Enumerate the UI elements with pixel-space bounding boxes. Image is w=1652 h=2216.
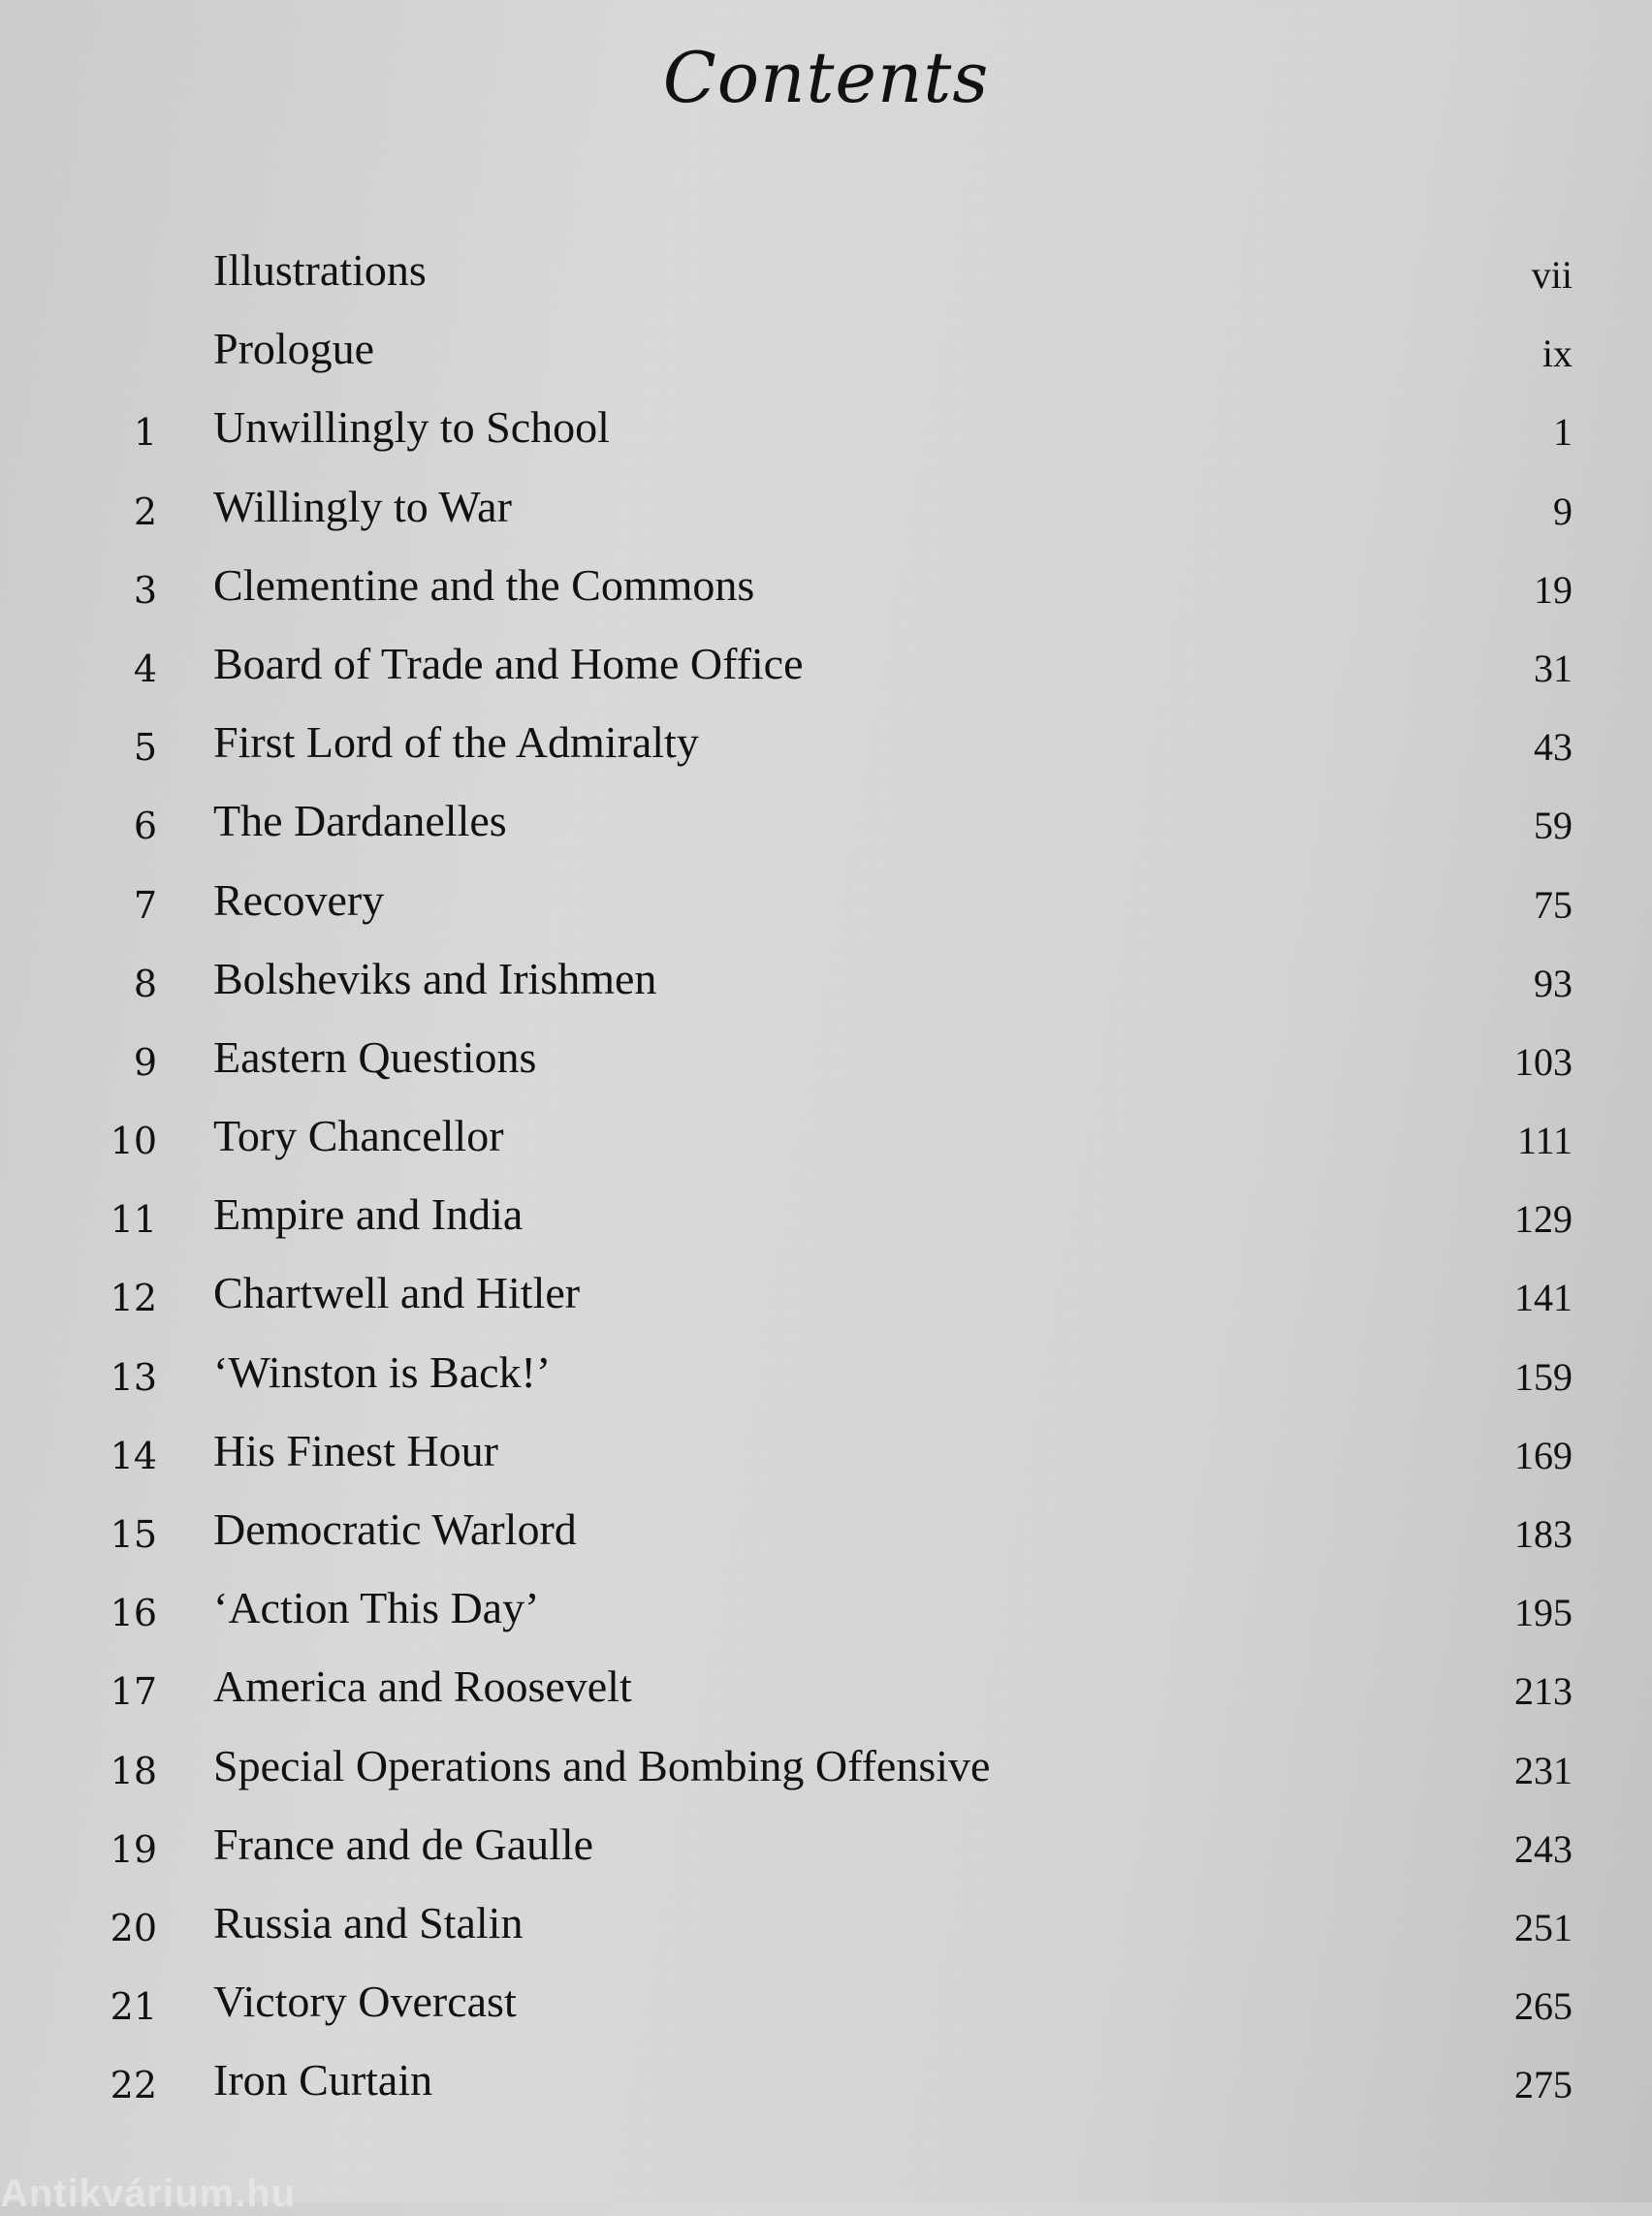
page-number: 213 (1514, 1669, 1573, 1714)
toc-entry (0, 244, 1652, 323)
chapter-title: His Finest Hour (213, 1425, 498, 1475)
toc-entry (0, 953, 1652, 1031)
chapter-number: 7 (133, 883, 157, 927)
chapter-title: Unwillingly to School (213, 402, 610, 453)
page-number: vii (1531, 253, 1573, 297)
toc-entry (0, 1031, 1652, 1110)
toc-entry (0, 1976, 1652, 2054)
chapter-number: 1 (133, 411, 157, 455)
chapter-title: Board of Trade and Home Office (213, 638, 804, 688)
page-number: 75 (1534, 882, 1573, 927)
toc-entry (0, 716, 1652, 795)
chapter-number: 4 (133, 647, 157, 690)
chapter-number: 17 (110, 1670, 157, 1714)
contents-list (0, 244, 1652, 2134)
toc-entry (0, 1346, 1652, 1425)
page-number: 265 (1514, 1984, 1573, 2029)
chapter-number: 19 (110, 1827, 157, 1871)
toc-entry (0, 1267, 1652, 1345)
chapter-number: 18 (110, 1749, 157, 1792)
page-number: 183 (1514, 1512, 1573, 1556)
chapter-title: Eastern Questions (213, 1031, 537, 1082)
toc-entry (0, 1819, 1652, 1897)
toc-entry (0, 1661, 1652, 1739)
chapter-number: 21 (110, 1985, 157, 2029)
chapter-title: ‘Winston is Back!’ (213, 1346, 552, 1397)
chapter-title: France and de Gaulle (213, 1819, 594, 1869)
chapter-number: 20 (110, 1906, 157, 1949)
chapter-number: 3 (133, 568, 157, 612)
chapter-title: Russia and Stalin (213, 1897, 524, 1947)
page-number: 251 (1514, 1905, 1573, 1949)
chapter-number: 14 (110, 1434, 157, 1477)
page-number: 93 (1534, 961, 1573, 1005)
page-number: 19 (1534, 567, 1573, 612)
chapter-number: 2 (133, 490, 157, 533)
toc-entry (0, 638, 1652, 716)
chapter-title: Democratic Warlord (213, 1504, 577, 1554)
chapter-title: The Dardanelles (213, 796, 507, 846)
chapter-title: Tory Chancellor (213, 1111, 504, 1161)
chapter-title: Special Operations and Bombing Offensive (213, 1740, 991, 1790)
chapter-number: 13 (110, 1355, 157, 1399)
page-number: 43 (1534, 725, 1573, 770)
chapter-number: 5 (133, 726, 157, 770)
chapter-title: Prologue (213, 324, 375, 374)
chapter-title: Victory Overcast (213, 1977, 517, 2027)
chapter-title: Clementine and the Commons (213, 559, 755, 610)
chapter-title: First Lord of the Admiralty (213, 717, 699, 768)
chapter-title: Recovery (213, 874, 385, 925)
page-number: 141 (1514, 1276, 1573, 1320)
watermark: Antikvárium.hu (0, 2172, 297, 2215)
page-number: 231 (1514, 1748, 1573, 1792)
page-number: 9 (1553, 489, 1573, 533)
page-number: 159 (1514, 1354, 1573, 1399)
page-number: 169 (1514, 1433, 1573, 1477)
chapter-title: ‘Action This Day’ (213, 1583, 540, 1633)
chapter-number: 9 (133, 1040, 157, 1084)
toc-entry (0, 795, 1652, 873)
chapter-title: Bolsheviks and Irishmen (213, 953, 657, 1003)
chapter-title: Illustrations (213, 245, 427, 295)
page-number: 111 (1516, 1119, 1573, 1163)
chapter-title: Chartwell and Hitler (213, 1268, 581, 1318)
page-number: 129 (1514, 1197, 1573, 1242)
toc-entry (0, 481, 1652, 559)
toc-entry (0, 1504, 1652, 1582)
page-number: 275 (1514, 2063, 1573, 2107)
chapter-number: 6 (133, 805, 157, 848)
page-number: 243 (1514, 1826, 1573, 1871)
chapter-number: 10 (110, 1120, 157, 1163)
chapter-number: 8 (133, 962, 157, 1005)
chapter-number: 16 (110, 1592, 157, 1635)
page-number: 195 (1514, 1591, 1573, 1635)
page-title: Contents (662, 37, 990, 118)
toc-entry (0, 559, 1652, 638)
chapter-number: 12 (110, 1277, 157, 1320)
chapter-title: Empire and India (213, 1189, 524, 1240)
chapter-title: Willingly to War (213, 481, 512, 531)
page-number: 103 (1514, 1039, 1573, 1084)
chapter-number: 22 (110, 2064, 157, 2107)
chapter-number: 15 (110, 1513, 157, 1556)
toc-entry (0, 2054, 1652, 2133)
chapter-title: Iron Curtain (213, 2055, 433, 2105)
page-number: 1 (1553, 410, 1573, 455)
toc-entry (0, 1425, 1652, 1504)
toc-entry (0, 323, 1652, 401)
toc-entry (0, 1740, 1652, 1819)
toc-entry (0, 1188, 1652, 1267)
toc-entry (0, 874, 1652, 953)
page-number: ix (1541, 332, 1573, 376)
chapter-number: 11 (110, 1198, 157, 1242)
toc-entry (0, 401, 1652, 480)
chapter-title: America and Roosevelt (213, 1662, 632, 1712)
page-number: 59 (1534, 804, 1573, 848)
toc-entry (0, 1110, 1652, 1188)
page-number: 31 (1534, 646, 1573, 690)
toc-entry (0, 1582, 1652, 1661)
toc-entry (0, 1897, 1652, 1976)
